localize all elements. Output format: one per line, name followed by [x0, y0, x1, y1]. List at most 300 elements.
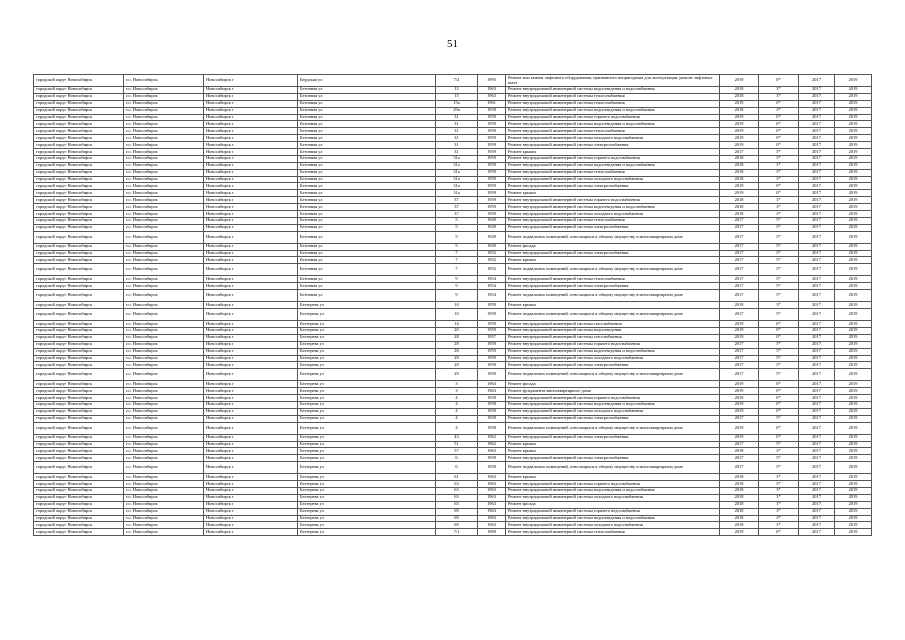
house-number-cell: 69	[436, 515, 478, 522]
house-number-cell: 4	[436, 408, 478, 415]
town-cell: г.о. Новосибирск	[124, 388, 204, 395]
page-number: 51	[447, 38, 458, 50]
planned-year-cell: 2018	[720, 87, 759, 94]
period-end-cell: 2019	[835, 529, 872, 536]
table-row	[34, 341, 872, 348]
house-number-cell: 63	[436, 481, 478, 488]
town-cell: г.о. Новосибирск	[124, 462, 204, 474]
street-cell: Бехтерева ул	[298, 355, 436, 362]
build-year-cell: 1959	[478, 162, 506, 169]
period-start-cell: 2017	[799, 190, 835, 197]
period-end-cell: 2019	[835, 100, 872, 107]
table-row	[34, 224, 872, 231]
period-start-cell: 2017	[799, 257, 835, 264]
work-type-cell: Ремонт внутридомовой инженерной системы холодного водоснабжения	[506, 355, 720, 362]
period-end-cell: 2019	[835, 283, 872, 290]
town-cell: г.о. Новосибирск	[124, 75, 204, 87]
city-cell: Новосибирск г	[204, 169, 298, 176]
district-cell: городской округ Новосибирск	[34, 204, 124, 211]
district-cell: городской округ Новосибирск	[34, 327, 124, 334]
table-row	[34, 334, 872, 341]
city-cell: Новосибирск г	[204, 100, 298, 107]
work-type-cell: Ремонт крыши	[506, 448, 720, 455]
period-end-cell: 2019	[835, 508, 872, 515]
city-cell: Новосибирск г	[204, 250, 298, 257]
city-cell: Новосибирск г	[204, 408, 298, 415]
build-year-cell: 1959	[478, 190, 506, 197]
build-year-cell: 1959	[478, 211, 506, 218]
house-number-cell: 15	[436, 93, 478, 100]
street-cell: Бехтерева ул	[298, 341, 436, 348]
build-year-cell: 1959	[478, 355, 506, 362]
district-cell: городской округ Новосибирск	[34, 415, 124, 422]
city-cell: Новосибирск г	[204, 327, 298, 334]
build-year-cell: 1958	[478, 455, 506, 462]
period-end-cell: 2019	[835, 401, 872, 408]
period-start-cell: 2017	[799, 487, 835, 494]
district-cell: городской округ Новосибирск	[34, 190, 124, 197]
town-cell: г.о. Новосибирск	[124, 401, 204, 408]
planned-year-cell: 2017	[720, 362, 759, 369]
district-cell: городской округ Новосибирск	[34, 474, 124, 481]
table-row	[34, 448, 872, 455]
city-cell: Новосибирск г	[204, 508, 298, 515]
planned-year-cell: 2018	[720, 508, 759, 515]
street-cell: Бетонная ул	[298, 121, 436, 128]
period-end-cell: 2019	[835, 197, 872, 204]
street-cell: Бетонная ул	[298, 155, 436, 162]
period-start-cell: 2017	[799, 176, 835, 183]
town-cell: г.о. Новосибирск	[124, 362, 204, 369]
priority-cell: 0*	[759, 75, 799, 87]
house-number-cell: 29а	[436, 107, 478, 114]
period-start-cell: 2017	[799, 142, 835, 149]
planned-year-cell: 2019	[720, 401, 759, 408]
house-number-cell: 37	[436, 211, 478, 218]
table-row	[34, 415, 872, 422]
house-number-cell: 69	[436, 522, 478, 529]
town-cell: г.о. Новосибирск	[124, 93, 204, 100]
district-cell: городской округ Новосибирск	[34, 100, 124, 107]
build-year-cell: 1963	[478, 487, 506, 494]
priority-cell: 0*	[759, 388, 799, 395]
period-end-cell: 2019	[835, 75, 872, 87]
period-end-cell: 2019	[835, 455, 872, 462]
planned-year-cell: 2019	[720, 529, 759, 536]
street-cell: Бетонная ул	[298, 224, 436, 231]
priority-cell: 3*	[759, 107, 799, 114]
house-number-cell: 4	[436, 422, 478, 434]
street-cell: Бехтерева ул	[298, 515, 436, 522]
district-cell: городской округ Новосибирск	[34, 135, 124, 142]
city-cell: Новосибирск г	[204, 290, 298, 302]
district-cell: городской округ Новосибирск	[34, 348, 124, 355]
house-number-cell: 9	[436, 290, 478, 302]
district-cell: городской округ Новосибирск	[34, 434, 124, 441]
build-year-cell: 1959	[478, 142, 506, 149]
priority-cell: 3*	[759, 522, 799, 529]
table-row	[34, 211, 872, 218]
house-number-cell: 4	[436, 401, 478, 408]
district-cell: городской округ Новосибирск	[34, 388, 124, 395]
city-cell: Новосибирск г	[204, 217, 298, 224]
build-year-cell: 1959	[478, 135, 506, 142]
build-year-cell: 1963	[478, 494, 506, 501]
work-type-cell: Ремонт или замена лифтового оборудования, признанного непригодным для эксплуатации, ремонт лифтовых шахт	[506, 75, 720, 87]
work-type-cell: Ремонт крыши	[506, 441, 720, 448]
period-start-cell: 2017	[799, 155, 835, 162]
district-cell: городской округ Новосибирск	[34, 142, 124, 149]
period-start-cell: 2017	[799, 283, 835, 290]
period-start-cell: 2017	[799, 515, 835, 522]
street-cell: Бетонная ул	[298, 100, 436, 107]
planned-year-cell: 2017	[720, 441, 759, 448]
period-start-cell: 2017	[799, 276, 835, 283]
work-type-cell: Ремонт внутридомовой инженерной системы водоотведения и водоснабжения	[506, 401, 720, 408]
district-cell: городской округ Новосибирск	[34, 276, 124, 283]
street-cell: Бетонная ул	[298, 142, 436, 149]
priority-cell: 5*	[759, 231, 799, 243]
street-cell: Бетонная ул	[298, 169, 436, 176]
street-cell: Бехтерева ул	[298, 381, 436, 388]
district-cell: городской округ Новосибирск	[34, 501, 124, 508]
priority-cell: 3*	[759, 162, 799, 169]
build-year-cell: 1963	[478, 388, 506, 395]
city-cell: Новосибирск г	[204, 381, 298, 388]
period-start-cell: 2017	[799, 395, 835, 402]
district-cell: городской округ Новосибирск	[34, 231, 124, 243]
table-row	[34, 481, 872, 488]
priority-cell: 3*	[759, 302, 799, 309]
street-cell: Бехтерева ул	[298, 434, 436, 441]
work-type-cell: Ремонт внутридомовой инженерной системы холодного водоснабжения	[506, 494, 720, 501]
priority-cell: 3*	[759, 169, 799, 176]
street-cell: Бетонная ул	[298, 176, 436, 183]
build-year-cell: 1959	[478, 149, 506, 156]
table-row	[34, 250, 872, 257]
city-cell: Новосибирск г	[204, 334, 298, 341]
build-year-cell: 1959	[478, 309, 506, 321]
work-type-cell: Ремонт внутридомовой инженерной системы водоотведения и водоснабжения	[506, 121, 720, 128]
work-type-cell: Ремонт подвальных помещений, относящихся к общему имуществу в многоквартирном доме	[506, 290, 720, 302]
table-row	[34, 348, 872, 355]
street-cell: Бехтерева ул	[298, 522, 436, 529]
build-year-cell: 1958	[478, 408, 506, 415]
period-start-cell: 2017	[799, 243, 835, 250]
street-cell: Бетонная ул	[298, 290, 436, 302]
street-cell: Бехтерева ул	[298, 529, 436, 536]
work-type-cell: Ремонт внутридомовой инженерной системы теплоснабжения	[506, 100, 720, 107]
city-cell: Новосибирск г	[204, 355, 298, 362]
period-start-cell: 2017	[799, 455, 835, 462]
build-year-cell: 1949	[478, 243, 506, 250]
build-year-cell: 1957	[478, 334, 506, 341]
priority-cell: 0*	[759, 381, 799, 388]
table-row	[34, 474, 872, 481]
work-type-cell: Ремонт внутридомовой инженерной системы газоснабжения	[506, 321, 720, 328]
work-type-cell: Ремонт внутридомовой инженерной системы горячего водоснабжения	[506, 341, 720, 348]
house-number-cell: 31	[436, 114, 478, 121]
build-year-cell: 1995	[478, 75, 506, 87]
priority-cell: 5*	[759, 362, 799, 369]
city-cell: Новосибирск г	[204, 455, 298, 462]
town-cell: г.о. Новосибирск	[124, 128, 204, 135]
street-cell: Бетонная ул	[298, 231, 436, 243]
period-end-cell: 2019	[835, 448, 872, 455]
city-cell: Новосибирск г	[204, 395, 298, 402]
priority-cell: 3*	[759, 501, 799, 508]
town-cell: г.о. Новосибирск	[124, 481, 204, 488]
street-cell: Бехтерева ул	[298, 481, 436, 488]
period-end-cell: 2019	[835, 522, 872, 529]
work-type-cell: Ремонт внутридомовой инженерной системы электроснабжения	[506, 455, 720, 462]
town-cell: г.о. Новосибирск	[124, 231, 204, 243]
district-cell: городской округ Новосибирск	[34, 441, 124, 448]
table-row	[34, 487, 872, 494]
period-end-cell: 2019	[835, 121, 872, 128]
table-row	[34, 135, 872, 142]
build-year-cell: 1961	[478, 100, 506, 107]
table-row	[34, 309, 872, 321]
street-cell: Бехтерева ул	[298, 462, 436, 474]
street-cell: Бетонная ул	[298, 243, 436, 250]
build-year-cell: 1954	[478, 290, 506, 302]
period-end-cell: 2019	[835, 128, 872, 135]
house-number-cell: 63	[436, 487, 478, 494]
town-cell: г.о. Новосибирск	[124, 408, 204, 415]
planned-year-cell: 2018	[720, 162, 759, 169]
planned-year-cell: 2017	[720, 243, 759, 250]
build-year-cell: 1959	[478, 155, 506, 162]
town-cell: г.о. Новосибирск	[124, 217, 204, 224]
house-number-cell: 31а	[436, 183, 478, 190]
priority-cell: 5*	[759, 283, 799, 290]
city-cell: Новосибирск г	[204, 462, 298, 474]
town-cell: г.о. Новосибирск	[124, 283, 204, 290]
build-year-cell: 1969	[478, 529, 506, 536]
build-year-cell: 1958	[478, 415, 506, 422]
period-end-cell: 2019	[835, 515, 872, 522]
work-type-cell: Ремонт крыши	[506, 302, 720, 309]
period-start-cell: 2017	[799, 149, 835, 156]
table-row	[34, 327, 872, 334]
period-start-cell: 2017	[799, 522, 835, 529]
work-type-cell: Ремонт внутридомовой инженерной системы холодного водоснабжения	[506, 135, 720, 142]
priority-cell: 5*	[759, 290, 799, 302]
house-number-cell: 43	[436, 434, 478, 441]
district-cell: городской округ Новосибирск	[34, 176, 124, 183]
priority-cell: 5*	[759, 217, 799, 224]
city-cell: Новосибирск г	[204, 302, 298, 309]
work-type-cell: Ремонт подвальных помещений, относящихся к общему имуществу в многоквартирном доме	[506, 309, 720, 321]
period-end-cell: 2019	[835, 204, 872, 211]
house-number-cell: 3	[436, 388, 478, 395]
town-cell: г.о. Новосибирск	[124, 494, 204, 501]
district-cell: городской округ Новосибирск	[34, 487, 124, 494]
table-row	[34, 243, 872, 250]
district-cell: городской округ Новосибирск	[34, 257, 124, 264]
build-year-cell: 1963	[478, 87, 506, 94]
build-year-cell: 1959	[478, 204, 506, 211]
period-start-cell: 2017	[799, 114, 835, 121]
period-start-cell: 2017	[799, 302, 835, 309]
town-cell: г.о. Новосибирск	[124, 334, 204, 341]
planned-year-cell: 2017	[720, 348, 759, 355]
period-start-cell: 2017	[799, 107, 835, 114]
town-cell: г.о. Новосибирск	[124, 434, 204, 441]
planned-year-cell: 2019	[720, 395, 759, 402]
period-start-cell: 2017	[799, 321, 835, 328]
period-start-cell: 2017	[799, 224, 835, 231]
period-end-cell: 2019	[835, 217, 872, 224]
build-year-cell: 1959	[478, 321, 506, 328]
planned-year-cell: 2017	[720, 217, 759, 224]
work-type-cell: Ремонт подвальных помещений, относящихся к общему имуществу в многоквартирном доме	[506, 462, 720, 474]
work-type-cell: Ремонт крыши	[506, 257, 720, 264]
street-cell: Бетонная ул	[298, 128, 436, 135]
work-type-cell: Ремонт внутридомовой инженерной системы электроснабжения	[506, 183, 720, 190]
priority-cell: 0*	[759, 142, 799, 149]
district-cell: городской округ Новосибирск	[34, 462, 124, 474]
house-number-cell: 31	[436, 121, 478, 128]
city-cell: Новосибирск г	[204, 162, 298, 169]
period-end-cell: 2019	[835, 155, 872, 162]
period-end-cell: 2019	[835, 162, 872, 169]
period-start-cell: 2017	[799, 422, 835, 434]
town-cell: г.о. Новосибирск	[124, 474, 204, 481]
house-number-cell: 10	[436, 302, 478, 309]
period-start-cell: 2017	[799, 448, 835, 455]
house-number-cell: 31а	[436, 190, 478, 197]
city-cell: Новосибирск г	[204, 264, 298, 276]
build-year-cell: 1958	[478, 422, 506, 434]
build-year-cell: 1963	[478, 474, 506, 481]
priority-cell: 5*	[759, 264, 799, 276]
house-number-cell: 7	[436, 257, 478, 264]
period-start-cell: 2017	[799, 348, 835, 355]
street-cell: Бетонная ул	[298, 197, 436, 204]
city-cell: Новосибирск г	[204, 149, 298, 156]
period-start-cell: 2017	[799, 211, 835, 218]
work-type-cell: Ремонт подвальных помещений, относящихся к общему имуществу в многоквартирном доме	[506, 231, 720, 243]
planned-year-cell: 2017	[720, 250, 759, 257]
table-row	[34, 217, 872, 224]
city-cell: Новосибирск г	[204, 176, 298, 183]
table-row	[34, 183, 872, 190]
district-cell: городской округ Новосибирск	[34, 369, 124, 381]
priority-cell: 0*	[759, 100, 799, 107]
period-end-cell: 2019	[835, 114, 872, 121]
city-cell: Новосибирск г	[204, 128, 298, 135]
build-year-cell: 1954	[478, 276, 506, 283]
priority-cell: 0*	[759, 114, 799, 121]
capital-repair-table	[33, 74, 872, 536]
priority-cell: 5*	[759, 257, 799, 264]
period-start-cell: 2017	[799, 128, 835, 135]
town-cell: г.о. Новосибирск	[124, 121, 204, 128]
period-end-cell: 2019	[835, 494, 872, 501]
period-end-cell: 2019	[835, 276, 872, 283]
district-cell: городской округ Новосибирск	[34, 197, 124, 204]
build-year-cell: 1959	[478, 169, 506, 176]
town-cell: г.о. Новосибирск	[124, 100, 204, 107]
house-number-cell: 6	[436, 462, 478, 474]
work-type-cell: Ремонт крыши	[506, 190, 720, 197]
town-cell: г.о. Новосибирск	[124, 327, 204, 334]
district-cell: городской округ Новосибирск	[34, 334, 124, 341]
street-cell: Бетонная ул	[298, 190, 436, 197]
house-number-cell: 15а	[436, 100, 478, 107]
planned-year-cell: 2019	[720, 121, 759, 128]
period-start-cell: 2017	[799, 481, 835, 488]
house-number-cell: 31а	[436, 169, 478, 176]
district-cell: городской округ Новосибирск	[34, 224, 124, 231]
period-start-cell: 2017	[799, 264, 835, 276]
build-year-cell: 1958	[478, 107, 506, 114]
planned-year-cell: 2019	[720, 408, 759, 415]
town-cell: г.о. Новосибирск	[124, 197, 204, 204]
house-number-cell: 5	[436, 224, 478, 231]
period-start-cell: 2017	[799, 355, 835, 362]
house-number-cell: 3	[436, 381, 478, 388]
planned-year-cell: 2018	[720, 93, 759, 100]
period-end-cell: 2019	[835, 388, 872, 395]
district-cell: городской округ Новосибирск	[34, 381, 124, 388]
street-cell: Бетонная ул	[298, 149, 436, 156]
period-end-cell: 2019	[835, 264, 872, 276]
period-start-cell: 2017	[799, 529, 835, 536]
street-cell: Бетонная ул	[298, 211, 436, 218]
table-row	[34, 321, 872, 328]
work-type-cell: Ремонт внутридомовой инженерной системы водоотведения и водоснабжения	[506, 107, 720, 114]
work-type-cell: Ремонт внутридомовой инженерной системы горячего водоснабжения	[506, 508, 720, 515]
city-cell: Новосибирск г	[204, 494, 298, 501]
period-end-cell: 2019	[835, 93, 872, 100]
district-cell: городской округ Новосибирск	[34, 408, 124, 415]
city-cell: Новосибирск г	[204, 197, 298, 204]
house-number-cell: 15	[436, 87, 478, 94]
street-cell: Бетонная ул	[298, 135, 436, 142]
period-end-cell: 2019	[835, 369, 872, 381]
period-end-cell: 2019	[835, 87, 872, 94]
house-number-cell: 5	[436, 243, 478, 250]
district-cell: городской округ Новосибирск	[34, 455, 124, 462]
city-cell: Новосибирск г	[204, 362, 298, 369]
district-cell: городской округ Новосибирск	[34, 529, 124, 536]
town-cell: г.о. Новосибирск	[124, 142, 204, 149]
priority-cell: 3*	[759, 515, 799, 522]
period-start-cell: 2017	[799, 100, 835, 107]
build-year-cell: 1959	[478, 197, 506, 204]
table-row	[34, 197, 872, 204]
district-cell: городской округ Новосибирск	[34, 114, 124, 121]
planned-year-cell: 2019	[720, 142, 759, 149]
period-start-cell: 2017	[799, 121, 835, 128]
period-end-cell: 2019	[835, 190, 872, 197]
district-cell: городской округ Новосибирск	[34, 522, 124, 529]
work-type-cell: Ремонт крыши	[506, 474, 720, 481]
work-type-cell: Ремонт внутридомовой инженерной системы холодного водоснабжения	[506, 176, 720, 183]
build-year-cell: 1959	[478, 114, 506, 121]
town-cell: г.о. Новосибирск	[124, 264, 204, 276]
house-number-cell: 28	[436, 334, 478, 341]
planned-year-cell: 2017	[720, 149, 759, 156]
work-type-cell: Ремонт внутридомовой инженерной системы холодного водоснабжения	[506, 211, 720, 218]
period-start-cell: 2017	[799, 93, 835, 100]
table-row	[34, 434, 872, 441]
period-end-cell: 2019	[835, 348, 872, 355]
work-type-cell: Ремонт фасада	[506, 501, 720, 508]
